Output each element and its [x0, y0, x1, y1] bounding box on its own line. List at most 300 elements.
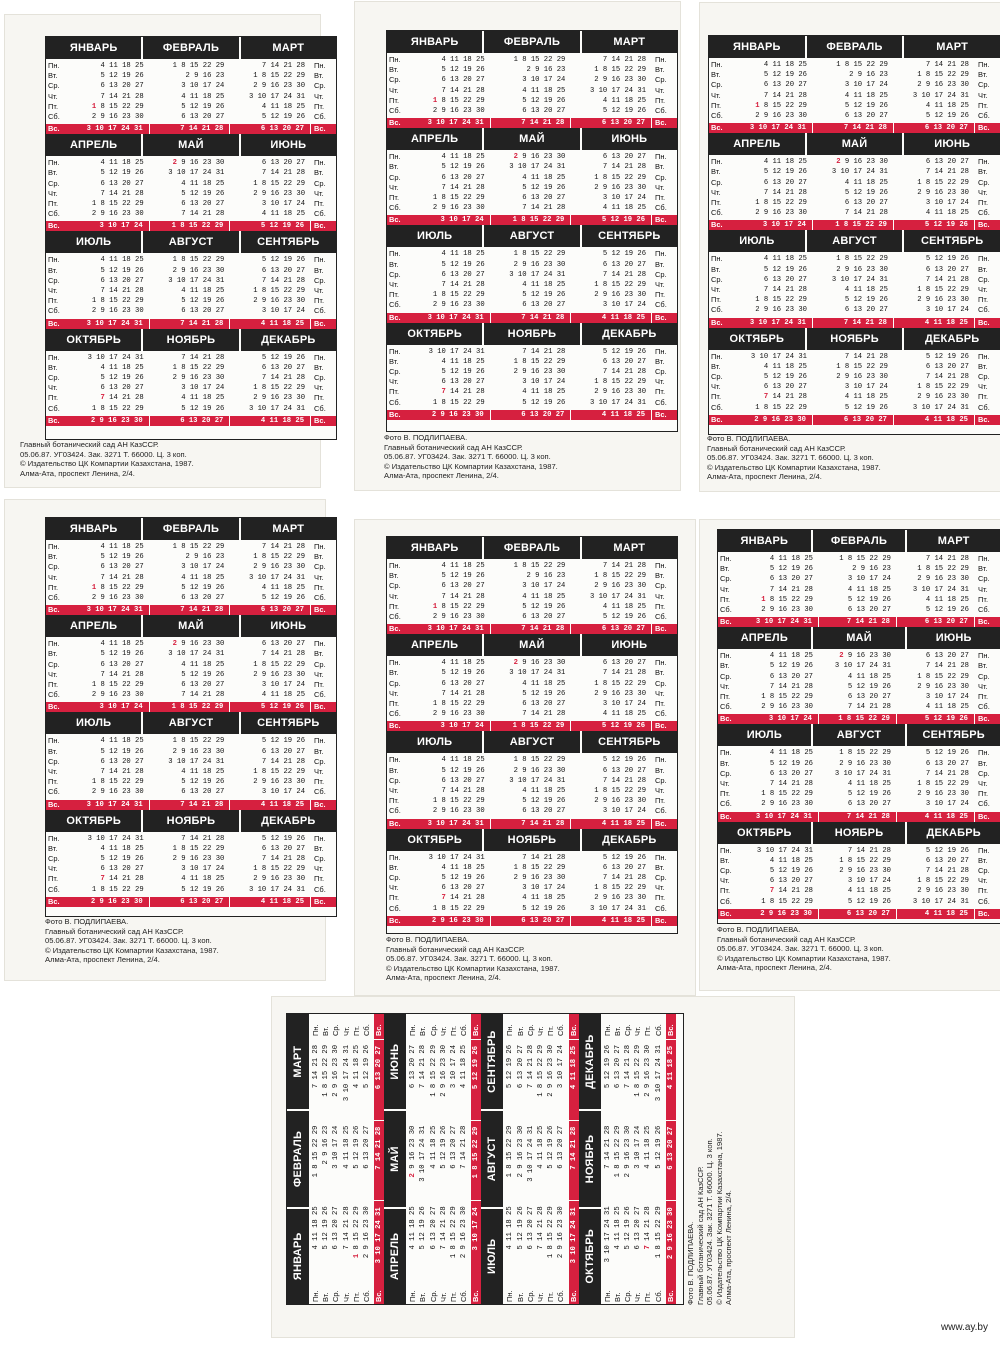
day-row: 3 10 17 24 31: [168, 276, 225, 285]
weekday-label: Пн.: [655, 852, 667, 862]
weekday-label: Пн.: [655, 755, 667, 765]
sunday-row: [387, 215, 677, 225]
month-name: СЕНТЯБРЬ: [257, 717, 320, 730]
weekday-labels: [46, 637, 69, 702]
weekday-label: Пт.: [48, 199, 59, 209]
caption-line: Алма-Ата, проспект Ленина, 2/4.: [45, 955, 160, 965]
weekday-label: Ср.: [525, 1024, 535, 1036]
quarter-grid: [46, 637, 336, 702]
holiday-date: 1: [761, 595, 766, 604]
day-row: 1 8 15 22 29: [253, 72, 306, 81]
day-row: 1 8 15 22 29: [513, 863, 566, 872]
weekday-label: Ср.: [711, 372, 723, 382]
day-row: 3 10 17 24 31: [87, 353, 144, 362]
weekday-label: Пт.: [48, 101, 59, 111]
weekday-label: Пн.: [978, 651, 990, 661]
month-days: [410, 656, 491, 721]
day-row: 3 10 17 24: [261, 200, 306, 209]
weekday-labels: [387, 753, 410, 818]
weekday-labels-right: [311, 59, 336, 124]
day-row: 5 12 19 26: [441, 66, 485, 75]
day-row: 2 9 16 23 30: [839, 867, 891, 876]
day-row: 5 12 19 26: [844, 296, 888, 305]
day-row: 7 14 21 28: [763, 188, 807, 197]
sunday-dates: 1 8 15 22 29: [819, 714, 897, 724]
day-row: 4 11 18 25: [522, 787, 566, 796]
day-row: 1 8 15 22 29: [432, 602, 485, 611]
day-row: 5 12 19 26: [522, 689, 566, 698]
quarter-header: [46, 231, 336, 253]
sunday-dates: 4 11 18 25: [897, 909, 975, 919]
month-name: ИЮНЬ: [611, 639, 648, 652]
weekday-label: Пн.: [978, 845, 990, 855]
day-row: 2 9 16 23 30: [761, 800, 813, 809]
day-row: 4 11 18 25: [181, 179, 225, 188]
sunday-dates: 7 14 21 28: [491, 624, 572, 634]
weekday-label: Сб.: [978, 208, 990, 218]
month-name: АПРЕЛЬ: [384, 1207, 406, 1304]
day-row: 5 12 19 26: [925, 255, 969, 264]
day-row: 6 13 20 27: [526, 1206, 535, 1250]
sunday-dates: 6 13 20 27: [813, 415, 894, 425]
weekday-label: Ср.: [720, 671, 732, 681]
day-row: 1 8 15 22 29: [91, 885, 144, 894]
day-row: 4 11 18 25: [602, 96, 647, 105]
month-name: НОЯБРЬ: [579, 1109, 601, 1206]
day-row: 5 12 19 26: [602, 613, 647, 622]
weekday-label: Ср.: [720, 866, 732, 876]
weekday-label: Сб.: [459, 1024, 469, 1036]
day-row: 5 12 19 26: [522, 291, 566, 300]
weekday-label: Сб.: [978, 799, 990, 809]
weekday-label: Пт.: [389, 699, 400, 709]
day-row: 2 9 16 23 30: [513, 260, 566, 269]
day-row: 3 10 17 24 31: [342, 1044, 351, 1102]
day-row: 7 14 21 28: [603, 1125, 612, 1169]
day-row: 1 8 15 22 29: [594, 281, 647, 290]
sunday-dates: 2 9 16 23 30: [410, 410, 491, 420]
weekday-label: Сб.: [48, 690, 60, 700]
day-row: 5 12 19 26: [363, 1044, 372, 1089]
sunday-row: [46, 319, 336, 329]
weekday-label: Пт.: [314, 199, 325, 209]
day-row: 4 11 18 25: [100, 363, 144, 372]
weekday-label: Ср.: [623, 1290, 633, 1302]
weekday-label: Ср.: [48, 756, 60, 766]
weekday-label: Сб.: [711, 402, 723, 412]
day-row: 7 14 21 28: [844, 209, 888, 218]
weekday-label: Чт.: [48, 572, 58, 582]
weekday-label: Ср.: [389, 367, 401, 377]
month-name: СЕНТЯБРЬ: [598, 230, 661, 243]
weekday-label: Чт.: [978, 187, 988, 197]
weekday-label: Пн.: [389, 55, 401, 64]
month-name: ЯНВАРЬ: [387, 537, 484, 559]
weekday-labels-right: [975, 649, 1000, 714]
calendar-grid: [386, 536, 678, 934]
sunday-dates: 5 12 19 26: [897, 714, 975, 724]
weekday-label: Сб.: [978, 605, 990, 615]
day-row: 3 10 17 24 31: [756, 846, 813, 855]
weekday-label: Вт.: [321, 1292, 331, 1302]
watermark: www.ay.by: [940, 1322, 988, 1333]
sunday-dates: 7 14 21 28: [150, 319, 231, 329]
quarter-grid: [46, 253, 336, 318]
weekday-label: Ср.: [623, 1024, 633, 1036]
day-row: 2 9 16 23 30: [594, 689, 647, 698]
day-row: 4 11 18 25: [522, 173, 566, 182]
month-days: [410, 247, 491, 312]
sunday-row: [387, 118, 677, 128]
caption-line: Фото В. ПОДЛИПАЕВА.: [45, 917, 129, 926]
weekday-labels-right: [652, 753, 677, 818]
day-row: 4 11 18 25: [181, 768, 225, 777]
weekday-labels-right: [975, 252, 1000, 317]
month-name: СЕНТЯБРЬ: [922, 729, 985, 742]
day-row: 2 9 16 23 30: [594, 183, 647, 192]
month-name: ЯНВАРЬ: [718, 530, 813, 552]
day-row: 5 12 19 26: [769, 565, 813, 574]
weekday-label: Ср.: [48, 275, 60, 285]
day-row: 1 8 15 22 29: [917, 672, 969, 681]
sunday-dates: 4 11 18 25: [230, 800, 311, 810]
weekday-label: Пн.: [311, 1024, 320, 1036]
day-row: 2 9 16 23: [185, 72, 225, 81]
weekday-label: Ср.: [389, 873, 401, 883]
day-row: 1 8 15 22 29: [432, 797, 485, 806]
weekday-label: Ср.: [314, 854, 326, 864]
holiday-date: 7: [441, 894, 446, 903]
month-days: [813, 252, 894, 317]
weekday-label: Пн.: [655, 249, 667, 259]
day-row: 5 12 19 26: [441, 260, 485, 269]
quarter-header: [46, 615, 336, 637]
weekday-label: Сб.: [314, 787, 326, 797]
day-row: 2 9 16 23 30: [172, 747, 225, 756]
day-row: 6 13 20 27: [522, 107, 566, 116]
weekday-labels: [387, 851, 410, 916]
day-row: 6 13 20 27: [100, 82, 144, 91]
caption-line: 05.06.87. УГ03424. Зак. 3271 Т. 66000. Ц. 3 коп.: [386, 954, 553, 964]
day-row: 6 13 20 27: [332, 1206, 341, 1250]
caption-line: © Издательство ЦК Компартии Казахстана, 1987.: [714, 1131, 724, 1305]
day-row: 7 14 21 28: [769, 585, 813, 594]
weekday-label: Вт.: [314, 649, 324, 659]
day-row: 7 14 21 28: [925, 373, 969, 382]
weekday-labels-right: [652, 247, 677, 312]
day-row: 6 13 20 27: [925, 652, 969, 661]
day-row: 2 9 16 23 30: [172, 159, 225, 168]
month-days: [819, 844, 897, 909]
quarter-header: [387, 323, 677, 345]
sunday-label: Вс.: [387, 410, 410, 420]
month-days: [503, 1039, 568, 1120]
day-row: 2 9 16 23 30: [253, 670, 306, 679]
day-row: 5 12 19 26: [547, 1125, 556, 1169]
day-row: 4 11 18 25: [100, 640, 144, 649]
day-row: 2 9 16 23 30: [513, 766, 566, 775]
day-row: 2 9 16 23 30: [91, 594, 144, 603]
weekday-label: Вт.: [711, 264, 721, 274]
day-row: 4 11 18 25: [522, 592, 566, 601]
day-row: 4 11 18 25: [100, 159, 144, 168]
quarter-grid: [387, 53, 677, 118]
sunday-row: [387, 819, 677, 829]
quarter-header: [481, 1014, 503, 1304]
weekday-label: Вт.: [48, 843, 58, 853]
month-name: АВГУСТ: [813, 724, 908, 746]
sunday-dates: 5 12 19 26: [471, 1039, 481, 1120]
day-row: 3 10 17 24: [522, 76, 566, 85]
sunday-dates: 6 13 20 27: [150, 416, 231, 426]
day-row: 5 12 19 26: [602, 756, 647, 765]
weekday-labels: [709, 350, 732, 415]
caption-line: © Издательство ЦК Компартии Казахстана, 1987.: [717, 953, 891, 963]
month-name: АПРЕЛЬ: [718, 627, 813, 649]
sunday-label-right: Вс.: [665, 1024, 675, 1036]
quarter-grid: [718, 552, 1000, 617]
month-days: [69, 734, 150, 799]
calendar-grid: [45, 36, 337, 440]
weekday-label: Чт.: [314, 91, 324, 101]
sunday-label: Вс.: [569, 1281, 579, 1304]
sunday-label-right: Вс.: [655, 915, 667, 925]
month-days: [571, 753, 652, 818]
weekday-label: Чт.: [48, 383, 58, 393]
quarter-header: [709, 36, 1000, 58]
month-name: МАЙ: [484, 634, 581, 656]
sunday-dates: 7 14 21 28: [569, 1120, 579, 1201]
day-row: 2 9 16 23 30: [917, 790, 969, 799]
weekday-label: Сб.: [314, 690, 326, 700]
weekday-label: Пн.: [602, 1024, 612, 1036]
weekday-label: Ср.: [389, 581, 401, 591]
weekday-label: Чт.: [655, 280, 665, 290]
day-row: 6 13 20 27: [763, 275, 807, 284]
month-name: МАЙ: [143, 134, 240, 156]
day-row: 5 12 19 26: [441, 766, 485, 775]
day-row: 5 12 19 26: [844, 403, 888, 412]
month-name: МАРТ: [936, 41, 969, 53]
day-row: 4 11 18 25: [181, 573, 225, 582]
weekday-label: Вт.: [314, 746, 324, 756]
sunday-label: Вс.: [387, 721, 410, 731]
sunday-label: Вс.: [46, 800, 69, 810]
weekday-labels-right: [975, 350, 1000, 415]
day-row: 7 14 21 28: [602, 163, 647, 172]
quarter-grid: [387, 247, 677, 312]
day-row: 1 8 15 22 29: [917, 780, 969, 789]
weekday-labels-right: [311, 156, 336, 221]
day-row: 7 14 21 28: [602, 776, 647, 785]
day-row: 4 11 18 25: [769, 652, 813, 661]
month-days: [491, 656, 572, 721]
day-row: 3 10 17 24: [634, 1125, 643, 1169]
day-row: 1 8 15 22 29: [172, 543, 225, 551]
month-days: [150, 832, 231, 897]
sunday-dates: 1 8 15 22 29: [150, 221, 231, 231]
weekday-label: Вт.: [48, 649, 58, 659]
day-row: 7 14 21 28: [925, 555, 969, 563]
weekday-labels-right: [311, 637, 336, 702]
sunday-dates: 1 8 15 22 29: [813, 220, 894, 230]
month-days: [571, 559, 652, 624]
weekday-label: Вт.: [711, 70, 721, 80]
month-days: [230, 637, 311, 702]
weekday-label: Ср.: [48, 562, 60, 572]
month-days: [309, 1039, 374, 1120]
weekday-label: Ср.: [655, 75, 667, 85]
weekday-label: Пт.: [314, 296, 325, 306]
month-name: ИЮЛЬ: [46, 712, 143, 734]
calendar-grid: [386, 30, 678, 432]
month-name: ДЕКАБРЬ: [261, 333, 316, 346]
weekday-label: Пн.: [505, 1290, 515, 1302]
weekday-label: Ср.: [655, 678, 667, 688]
weekday-label: Вт.: [655, 65, 665, 75]
quarter-grid: [387, 345, 677, 410]
day-row: 6 13 20 27: [441, 173, 485, 182]
quarter-grid: [46, 734, 336, 799]
weekday-label: Пн.: [978, 748, 990, 758]
day-row: 5 12 19 26: [261, 737, 306, 746]
day-row: 7 14 21 28: [602, 562, 647, 570]
month-days: [732, 350, 813, 415]
day-row: 5 12 19 26: [352, 1125, 361, 1169]
day-row: 2 9 16 23 30: [432, 301, 485, 310]
sunday-label-right: Вс.: [978, 811, 990, 821]
weekday-label: Пн.: [314, 158, 326, 168]
day-row: 6 13 20 27: [181, 307, 225, 316]
weekday-label: Вт.: [515, 1026, 525, 1036]
month-days: [819, 552, 897, 617]
day-row: 7 14 21 28: [847, 846, 891, 855]
caption-line: Алма-Ата, проспект Ленина, 2/4.: [384, 471, 499, 481]
weekday-label: Вт.: [612, 1026, 622, 1036]
card-caption: [386, 935, 560, 983]
sunday-label: Вс.: [718, 714, 741, 724]
weekday-labels-right: [311, 734, 336, 799]
month-days: [410, 345, 491, 410]
weekday-label: Сб.: [556, 1290, 566, 1302]
sunday-dates: 3 10 17 24 31: [569, 1200, 579, 1281]
day-row: 3 10 17 24: [261, 788, 306, 797]
day-row: 5 12 19 26: [419, 1206, 428, 1250]
month-days: [406, 1200, 471, 1281]
sunday-label: Вс.: [387, 215, 410, 225]
holiday-date: 2: [513, 659, 518, 668]
weekday-label: Сб.: [362, 1024, 372, 1036]
weekday-label: Чт.: [389, 786, 399, 796]
day-row: 2 9 16 23 30: [917, 188, 969, 197]
weekday-label: Ср.: [978, 177, 990, 187]
caption-line: Главный ботанический сад АН КазССР.: [707, 443, 846, 453]
day-row: 6 13 20 27: [261, 747, 306, 756]
caption-line: © Издательство ЦК Компартии Казахстана, 1987.: [45, 945, 219, 955]
weekday-label: Чт.: [978, 90, 988, 100]
month-days: [813, 350, 894, 415]
sunday-label: Вс.: [709, 415, 732, 425]
day-row: 1 8 15 22 29: [917, 286, 969, 295]
day-row: 6 13 20 27: [261, 363, 306, 372]
weekday-label: Пн.: [655, 658, 667, 668]
day-row: 7 14 21 28: [925, 867, 969, 876]
weekday-label: Чт.: [438, 1026, 448, 1036]
day-row: 3 10 17 24: [261, 307, 306, 316]
day-row: 4 11 18 25: [506, 1206, 515, 1250]
caption-line: Фото В. ПОДЛИПАЕВА.: [386, 935, 470, 944]
sunday-label-right: Вс.: [314, 702, 326, 712]
month-name: СЕНТЯБРЬ: [598, 736, 661, 749]
sunday-dates: 4 11 18 25: [230, 897, 311, 907]
month-name: МАЙ: [384, 1109, 406, 1206]
sunday-dates: 3 10 17 24 31: [69, 124, 150, 134]
weekday-label: Чт.: [655, 85, 665, 95]
weekday-label: Пн.: [505, 1024, 515, 1036]
day-row: 6 13 20 27: [925, 158, 969, 167]
day-row: 1 8 15 22 29: [761, 595, 813, 604]
day-row: 2 9 16 23: [526, 572, 566, 581]
sunday-dates: 5 12 19 26: [894, 220, 975, 230]
weekday-labels: [709, 155, 732, 220]
weekday-label: Пн.: [602, 1290, 612, 1302]
weekday-label: Пт.: [655, 95, 666, 105]
weekday-label: Ср.: [655, 367, 667, 377]
day-row: 2 9 16 23 30: [624, 1125, 633, 1178]
day-row: 3 10 17 24: [847, 575, 891, 584]
sunday-dates: 7 14 21 28: [150, 124, 231, 134]
weekday-label: Ср.: [314, 178, 326, 188]
day-row: 4 11 18 25: [522, 894, 566, 903]
month-name: АВГУСТ: [143, 231, 240, 253]
day-row: 2 9 16 23 30: [594, 291, 647, 300]
day-row: 4 11 18 25: [181, 287, 225, 296]
month-name: НОЯБРЬ: [484, 829, 581, 851]
weekday-label: Чт.: [48, 286, 58, 296]
day-row: 3 10 17 24: [181, 82, 225, 91]
weekday-label: Ср.: [48, 373, 60, 383]
month-days: [894, 58, 975, 123]
weekday-label: Чт.: [389, 377, 399, 387]
weekday-label: Ср.: [331, 1024, 341, 1036]
weekday-label: Ср.: [525, 1290, 535, 1302]
weekday-label: Сб.: [655, 612, 667, 622]
day-row: 6 13 20 27: [261, 640, 306, 649]
day-row: 3 10 17 24: [522, 884, 566, 893]
caption-line: 05.06.87. УГ03424. Зак. 3271 Т. 66000. Ц. 3 коп.: [384, 452, 551, 462]
day-row: 6 13 20 27: [363, 1125, 372, 1169]
weekday-label: Пт.: [655, 699, 666, 709]
day-row: 7 14 21 28: [100, 573, 144, 582]
sunday-label: Вс.: [46, 416, 69, 426]
day-row: 6 13 20 27: [516, 1044, 525, 1089]
quarter-grid: [718, 844, 1000, 909]
day-row: 1 8 15 22 29: [432, 904, 485, 913]
weekday-label: Сб.: [389, 612, 401, 622]
weekday-label: Пн.: [711, 157, 723, 167]
calendar-grid: [286, 1013, 684, 1305]
day-row: 5 12 19 26: [100, 169, 144, 178]
day-row: 3 10 17 24: [602, 194, 647, 203]
weekday-labels: [406, 1281, 471, 1304]
month-days: [69, 540, 150, 605]
weekday-label: Пт.: [711, 100, 722, 110]
month-days: [230, 59, 311, 124]
weekday-label: Пн.: [655, 346, 667, 356]
day-row: 3 10 17 24 31: [912, 585, 969, 594]
quarter-grid: [309, 1014, 374, 1304]
weekday-label: Пн.: [389, 152, 401, 162]
